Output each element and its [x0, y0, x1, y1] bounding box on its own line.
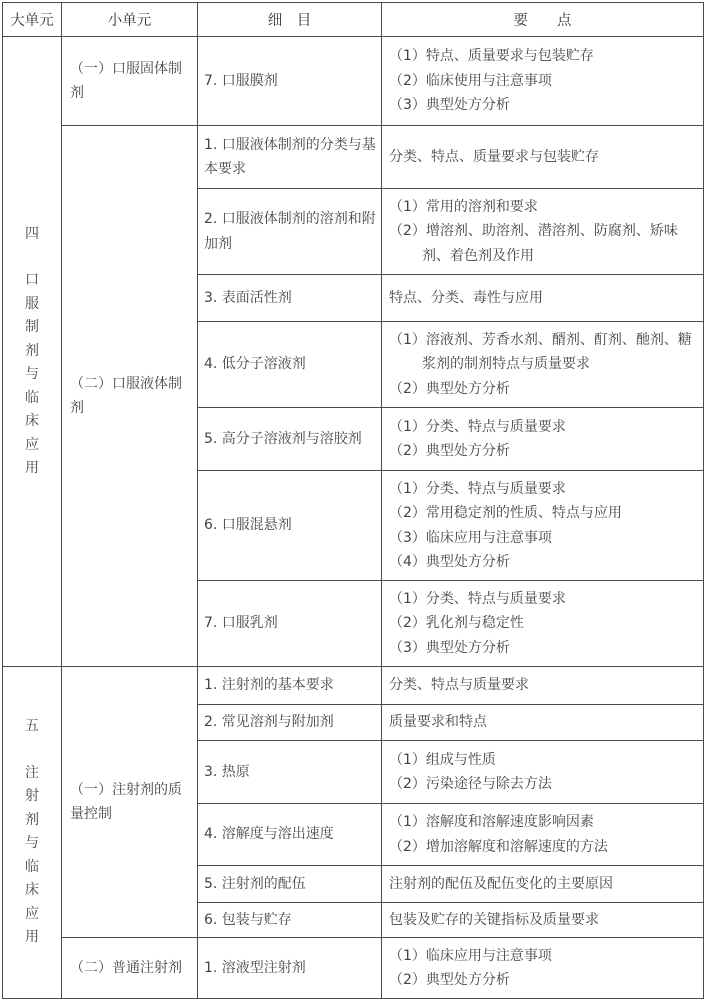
table-row	[3, 667, 704, 705]
point-line: （2）乳化剂与稳定性	[389, 615, 524, 632]
unit-name-char: 用	[25, 929, 39, 946]
unit-name-char: 床	[25, 413, 39, 429]
points-cell	[382, 938, 704, 999]
point-line: 分类、特点与质量要求	[389, 677, 529, 694]
item-cell: 1. 口服液体制剂的分类与基本要求	[198, 126, 382, 189]
point-line: （1）常用的溶剂和要求	[389, 198, 538, 215]
item-cell: 6. 包装与贮存	[198, 903, 382, 938]
item-cell: 5. 高分子溶液剂与溶胶剂	[198, 408, 382, 471]
item-cell: 3. 热原	[198, 741, 382, 804]
header-key-points: 要 点	[382, 3, 704, 37]
unit-number: 四	[25, 225, 39, 242]
header-item: 细 目	[198, 3, 382, 37]
point-line: （2）增溶剂、助溶剂、潜溶剂、防腐剂、矫味剂、着色剂及作用	[389, 223, 678, 264]
item-cell: 6. 口服混悬剂	[198, 471, 382, 581]
points-cell	[382, 903, 704, 938]
point-line: 质量要求和特点	[389, 714, 487, 731]
unit-name-char: 床	[25, 882, 39, 899]
point-line: （1）组成与性质	[389, 751, 496, 768]
points-cell	[382, 408, 704, 471]
major-unit-5	[3, 667, 62, 999]
minor-unit-cell: （一）注射剂的质量控制	[62, 667, 198, 938]
item-cell: 4. 低分子溶液剂	[198, 322, 382, 408]
points-cell	[382, 804, 704, 866]
points-cell	[382, 126, 704, 189]
point-line: （1）分类、特点与质量要求	[389, 480, 566, 497]
syllabus-table	[2, 2, 704, 999]
point-line: 注射剂的配伍及配伍变化的主要原因	[389, 875, 613, 892]
table-row	[3, 938, 704, 999]
table-row	[3, 126, 704, 189]
points-cell	[382, 866, 704, 903]
unit-name-char: 与	[25, 366, 39, 382]
point-line: （1）分类、特点与质量要求	[389, 590, 566, 607]
unit-name-char: 临	[25, 389, 39, 406]
unit-name-char: 注	[25, 764, 39, 781]
item-cell: 2. 常见溶剂与附加剂	[198, 705, 382, 741]
unit-name-char: 剂	[25, 811, 39, 828]
point-line: （1）溶解度和溶解速度影响因素	[389, 814, 594, 830]
unit-name-char: 口	[25, 272, 39, 288]
point-line: 特点、分类、毒性与应用	[389, 289, 543, 306]
minor-unit-cell: （一）口服固体制剂	[62, 37, 198, 126]
point-line: （2）增加溶解度和溶解速度的方法	[389, 838, 608, 855]
unit-name-char: 用	[25, 460, 39, 476]
point-line: （2）典型处方分析	[389, 443, 510, 459]
unit-name-char: 应	[25, 436, 39, 453]
unit-name-char: 射	[25, 788, 39, 805]
minor-unit-cell: （二）口服液体制剂	[62, 126, 198, 667]
point-line: （2）临床使用与注意事项	[389, 72, 552, 89]
point-line: （2）污染途径与除去方法	[389, 776, 552, 792]
point-line: （4）典型处方分析	[389, 554, 510, 570]
unit-name-char: 制	[25, 319, 39, 335]
table-header-row	[3, 3, 704, 37]
point-line: （2）常用稳定剂的性质、特点与应用	[389, 505, 622, 521]
point-line: （3）典型处方分析	[389, 639, 510, 656]
unit-name-char: 剂	[25, 342, 39, 359]
unit-name-char: 应	[25, 905, 39, 922]
points-cell	[382, 667, 704, 705]
point-line: （1）特点、质量要求与包装贮存	[389, 48, 594, 65]
points-cell	[382, 322, 704, 408]
item-cell: 5. 注射剂的配伍	[198, 866, 382, 903]
points-cell	[382, 275, 704, 322]
points-cell	[382, 741, 704, 804]
major-unit-4	[3, 37, 62, 667]
points-cell	[382, 705, 704, 741]
points-cell	[382, 37, 704, 126]
point-line: （2）典型处方分析	[389, 972, 510, 988]
unit-name-char: 与	[25, 835, 39, 852]
unit-name-char: 临	[25, 858, 39, 875]
item-cell: 4. 溶解度与溶出速度	[198, 804, 382, 866]
points-cell	[382, 189, 704, 275]
item-cell: 7. 口服膜剂	[198, 37, 382, 126]
unit-name-char: 服	[25, 295, 39, 312]
unit-number: 五	[25, 718, 39, 735]
points-cell	[382, 471, 704, 581]
point-line: （1）分类、特点与质量要求	[389, 418, 566, 435]
item-cell: 2. 口服液体制剂的溶剂和附加剂	[198, 189, 382, 275]
header-major-unit: 大单元	[3, 3, 62, 37]
minor-unit-cell: （二）普通注射剂	[62, 938, 198, 999]
point-line: 包装及贮存的关键指标及质量要求	[389, 911, 599, 928]
item-cell: 3. 表面活性剂	[198, 275, 382, 322]
points-cell	[382, 581, 704, 667]
header-minor-unit: 小单元	[62, 3, 198, 37]
item-cell: 7. 口服乳剂	[198, 581, 382, 667]
point-line: （3）典型处方分析	[389, 97, 510, 114]
point-line: （2）典型处方分析	[389, 380, 510, 397]
point-line: （1）临床应用与注意事项	[389, 947, 552, 964]
point-line: 分类、特点、质量要求与包装贮存	[389, 148, 599, 165]
table-row	[3, 37, 704, 126]
point-line: （1）溶液剂、芳香水剂、醑剂、酊剂、酏剂、糖浆剂的制剂特点与质量要求	[389, 331, 692, 373]
item-cell: 1. 溶液型注射剂	[198, 938, 382, 999]
point-line: （3）临床应用与注意事项	[389, 529, 552, 546]
item-cell: 1. 注射剂的基本要求	[198, 667, 382, 705]
